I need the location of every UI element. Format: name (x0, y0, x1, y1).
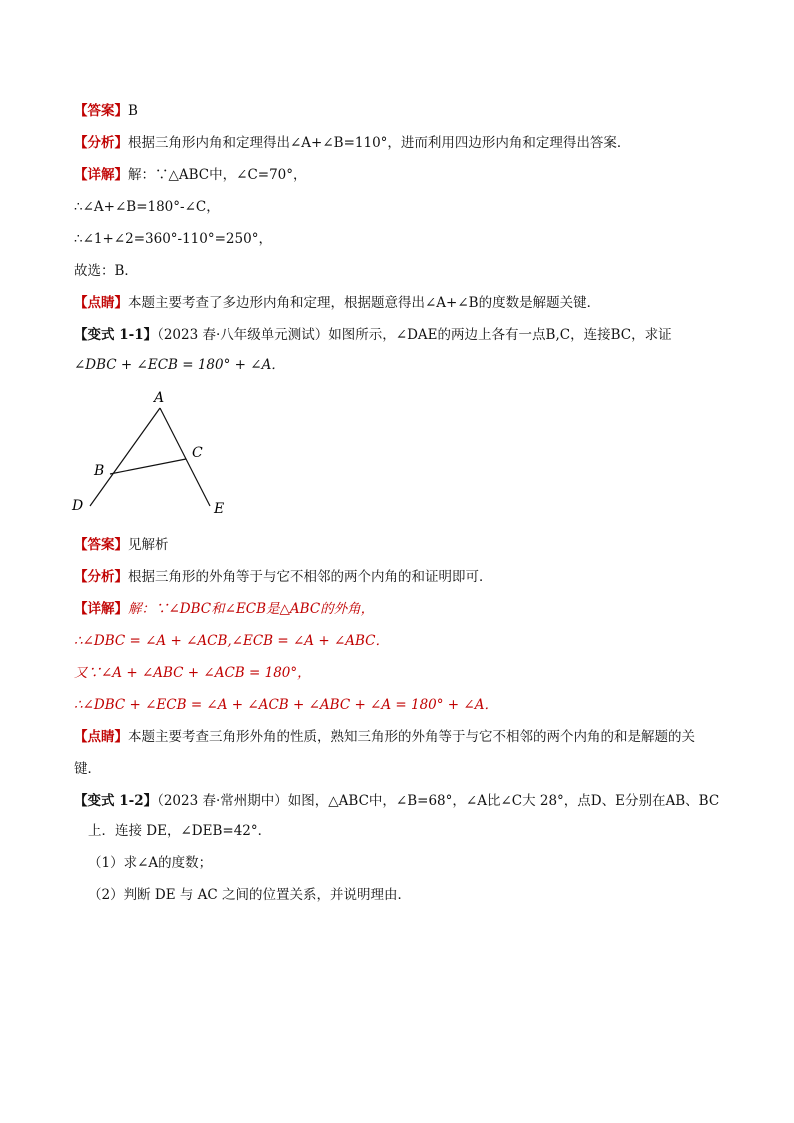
answer-value: B (128, 103, 138, 119)
variant-1-1-question: 如图所示，∠DAE的两边上各有一点B,C，连接BC，求证 (328, 327, 672, 343)
v1-answer-tag: 【答案】 (74, 537, 128, 553)
answer-tag: 【答案】 (74, 103, 128, 119)
label-b: B (94, 463, 105, 479)
v1-answer-value: 见解析 (128, 537, 169, 553)
v1-comment-text-1: 本题主要考查三角形外角的性质，熟知三角形的外角等于与它不相邻的两个内角的和是解题的关 (128, 729, 695, 745)
variant-1-1-title: 【变式 1-1】 (74, 327, 158, 343)
v1-detail-text-1: 解：∵∠DBC和∠ECB是△ABC的外角， (128, 601, 375, 617)
detail-line-2: ∴∠A+∠B=180°-∠C， (74, 199, 220, 215)
v1-comment-line-1 (74, 728, 695, 746)
v1-comment-line-2: 键． (74, 761, 101, 777)
v1-comment-tag: 【点睛】 (74, 729, 128, 745)
v1-analysis-tag: 【分析】 (74, 569, 128, 585)
variant-1-2-sub-2: （2）判断 DE 与 AC 之间的位置关系，并说明理由． (88, 887, 412, 903)
v1-detail-line-2: ∴∠DBC = ∠A + ∠ACB,∠ECB = ∠A + ∠ABC． (74, 633, 390, 649)
label-e: E (214, 501, 225, 517)
v1-detail-line-4: ∴∠DBC + ∠ECB = ∠A + ∠ACB + ∠ABC + ∠A = 180° + ∠A． (74, 697, 498, 713)
comment-line-1 (74, 294, 600, 312)
variant-1-2-header (74, 792, 719, 810)
detail-line-1 (74, 166, 307, 184)
variant-1-2-title: 【变式 1-2】 (74, 793, 158, 809)
analysis-tag: 【分析】 (74, 135, 128, 151)
label-a: A (154, 390, 165, 406)
detail-tag: 【详解】 (74, 167, 128, 183)
detail-text: 解：∵△ABC中，∠C=70°， (128, 167, 307, 183)
v1-analysis-line (74, 568, 493, 586)
analysis-text: 根据三角形内角和定理得出∠A+∠B=110°，进而利用四边形内角和定理得出答案． (128, 135, 631, 151)
comment-text: 本题主要考查了多边形内角和定理，根据题意得出∠A+∠B的度数是解题关键． (128, 295, 601, 311)
variant-1-2-question-2: 上．连接 DE，∠DEB=42°． (88, 823, 272, 839)
triangle-figure (64, 386, 244, 520)
analysis-line-1 (74, 134, 630, 152)
figure-line-ad (90, 408, 160, 506)
comment-tag: 【点睛】 (74, 295, 128, 311)
detail-line-4: 故选：B． (74, 263, 138, 279)
label-c: C (192, 445, 203, 461)
v1-analysis-text: 根据三角形的外角等于与它不相邻的两个内角的和证明即可． (128, 569, 493, 585)
variant-1-1-header (74, 326, 672, 344)
v1-detail-line-1 (74, 600, 374, 618)
variant-1-2-sub-1: （1）求∠A的度数； (88, 855, 213, 871)
v1-detail-tag: 【详解】 (74, 601, 128, 617)
variant-1-1-question-2: ∠DBC + ∠ECB = 180° + ∠A． (74, 357, 285, 373)
answer-line-1 (74, 102, 138, 120)
variant-1-2-question: （2023 春·常州期中）如图，△ABC中，∠B=68°，∠A比∠C大 28°，点D、E分别在AB、BC (157, 793, 720, 809)
variant-1-1-source: （2023 春·八年级单元测试） (157, 327, 329, 343)
v1-detail-line-3: 又∵∠A + ∠ABC + ∠ACB = 180°， (74, 665, 311, 681)
v1-answer-line (74, 536, 169, 554)
label-d: D (72, 498, 84, 514)
detail-line-3: ∴∠1+∠2=360°-110°=250°， (74, 231, 272, 247)
